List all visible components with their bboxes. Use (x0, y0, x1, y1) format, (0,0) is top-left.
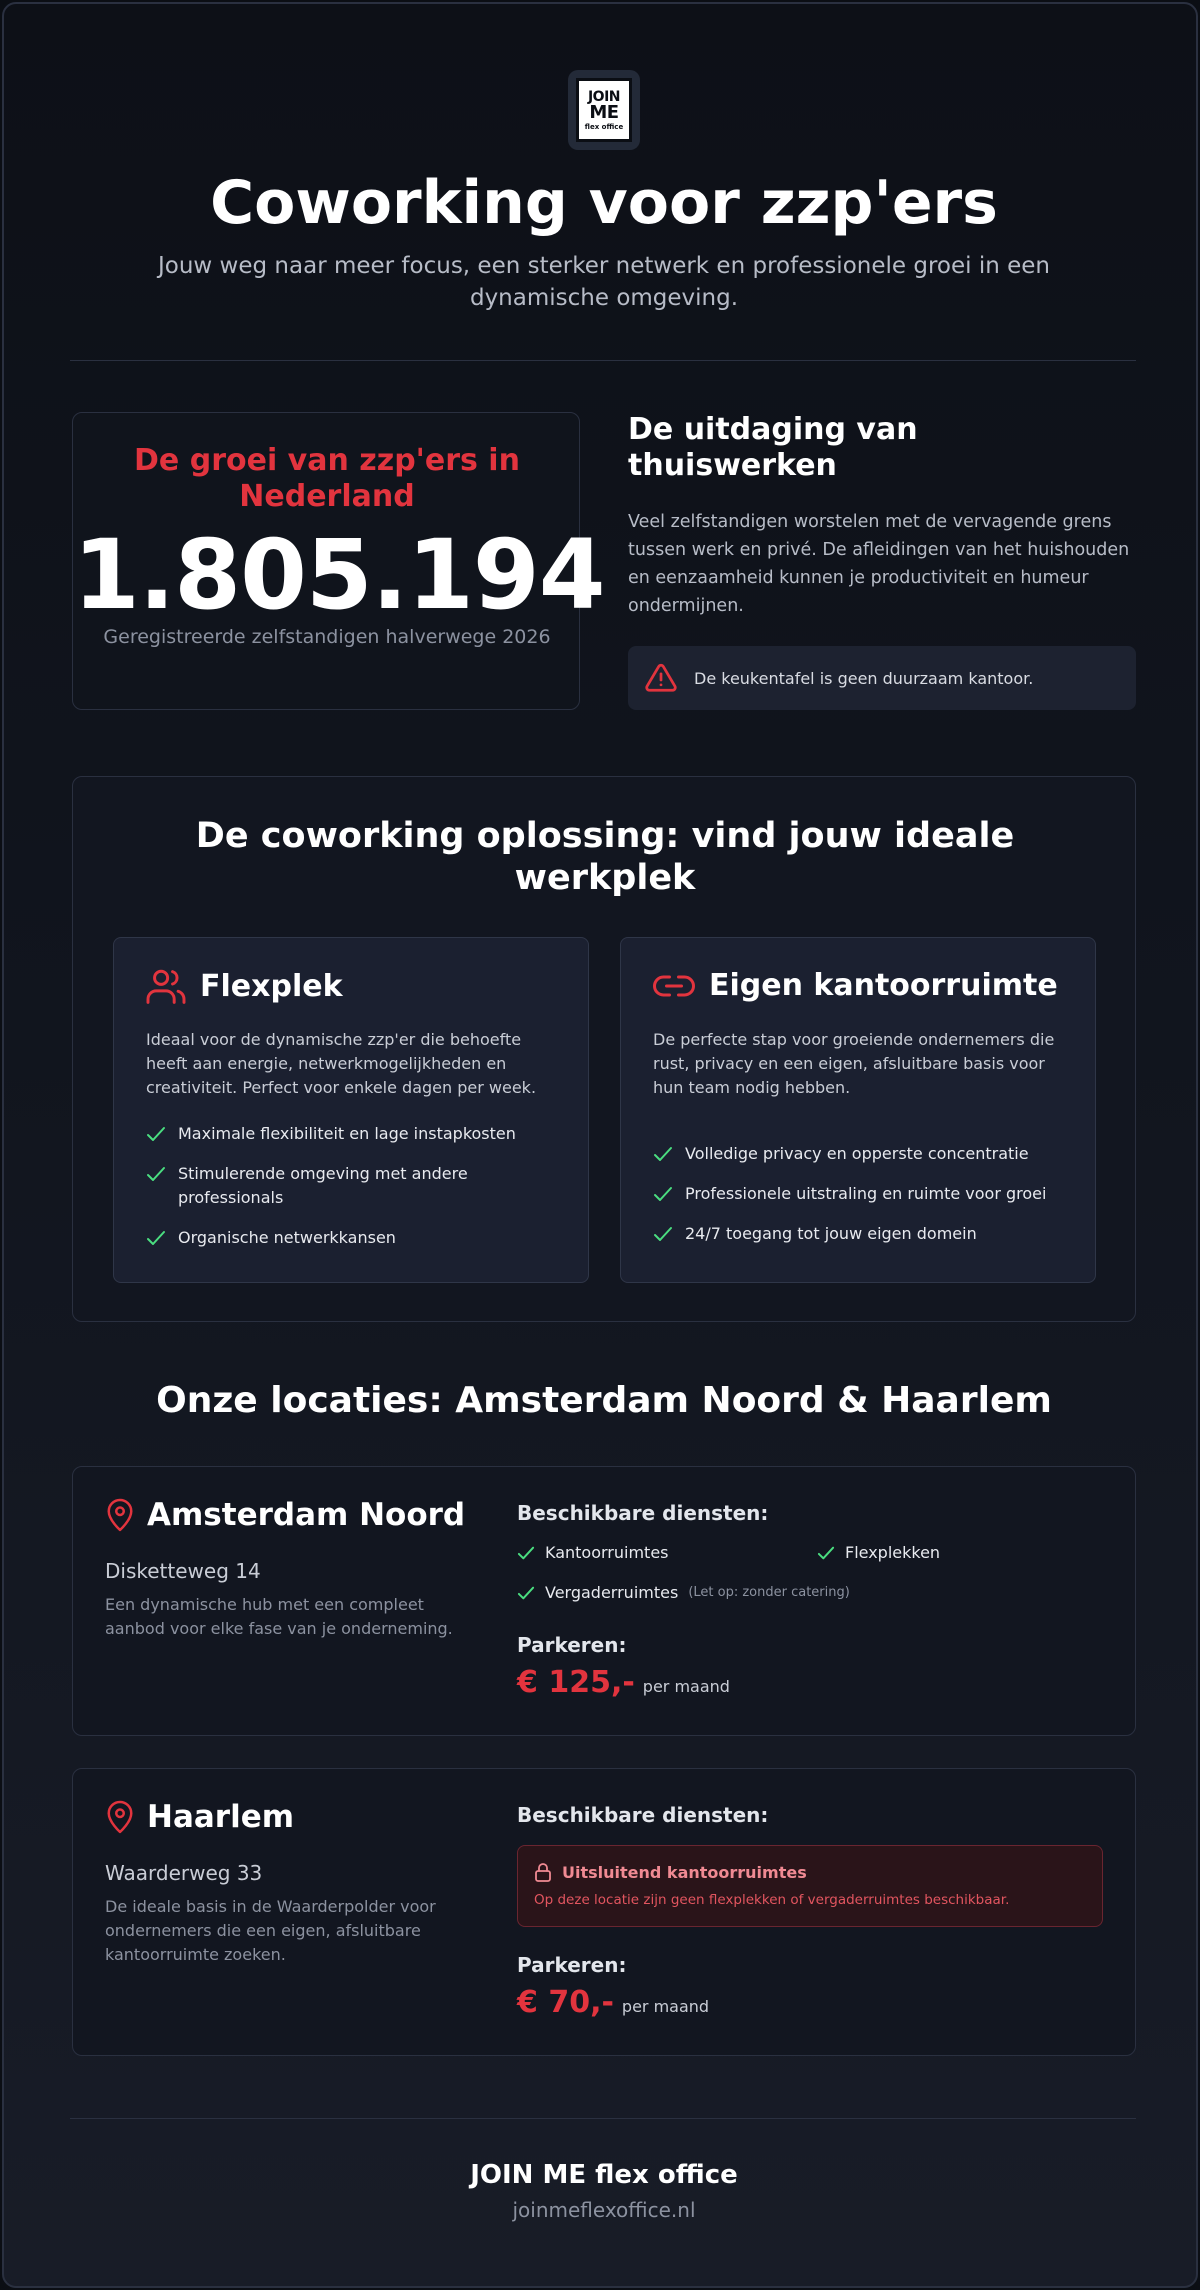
option-benefits-list (653, 1142, 1073, 1262)
list-item (653, 1182, 1073, 1206)
page-title: Coworking voor zzp'ers (210, 168, 998, 238)
solution-title: De coworking oplossing: vind jouw ideale werkplek (195, 816, 1015, 898)
list-item-text: Maximale flexibiliteit en lage instapkosten (178, 1124, 516, 1143)
location-description: Een dynamische hub met een compleet aanbod voor elke fase van je onderneming. (105, 1595, 453, 1638)
option-header (146, 968, 343, 1004)
service-name: Vergaderruimtes (545, 1583, 679, 1602)
challenge-title: De uitdaging van thuiswerken (628, 412, 918, 483)
check-icon (146, 1229, 166, 1247)
alert-header (534, 1862, 807, 1882)
list-item-text: Professionele uitstraling en ruimte voor groei (685, 1184, 1047, 1203)
logo-text-me: ME (589, 101, 619, 123)
option-card-kantoorruimte (620, 937, 1096, 1283)
warning-text: De keukentafel is geen duurzaam kantoor. (694, 668, 1034, 688)
check-icon (146, 1125, 166, 1143)
services-label: Beschikbare diensten: (517, 1501, 769, 1525)
map-pin-icon (105, 1799, 135, 1835)
check-icon (653, 1145, 673, 1163)
parking-price (517, 1985, 709, 2020)
location-card-amsterdam (72, 1466, 1136, 1736)
logo-mark (576, 78, 632, 142)
page-frame (2, 2, 1198, 2288)
service-note: (Let op: zonder catering) (688, 1585, 850, 1600)
option-benefits-list (146, 1122, 566, 1266)
list-item (146, 1162, 566, 1210)
location-header (105, 1497, 465, 1533)
services-label: Beschikbare diensten: (517, 1803, 769, 1827)
warning-callout (628, 646, 1136, 710)
lock-icon (534, 1862, 552, 1882)
stats-heading: De groei van zzp'ers in Nederland (134, 443, 520, 514)
location-address: Disketteweg 14 (105, 1559, 261, 1583)
logo-text-flex-office: flex office (584, 122, 624, 131)
alert-text: Op deze locatie zijn geen flexplekken of vergaderruimtes beschikbaar. (534, 1892, 1010, 1908)
users-icon (146, 968, 186, 1004)
list-item-text: Stimulerende omgeving met andere professionals (178, 1164, 468, 1207)
location-address: Waarderweg 33 (105, 1861, 263, 1885)
location-name: Haarlem (147, 1799, 295, 1835)
check-icon (146, 1165, 166, 1183)
challenge-text: Veel zelfstandigen worstelen met de vervagende grens tussen werk en privé. De afleidingen van het huishouden en eenzaamheid kunnen je productiviteit en humeur ondermijnen. (628, 512, 1130, 616)
stats-card (72, 412, 605, 710)
service-item (517, 1543, 669, 1562)
location-name: Amsterdam Noord (147, 1497, 466, 1533)
service-item (817, 1543, 940, 1562)
parking-price (517, 1665, 730, 1700)
price-value: € 125,- (517, 1665, 635, 1700)
list-item-text: Organische netwerkkansen (178, 1228, 396, 1247)
option-card-flexplek (113, 937, 589, 1283)
list-item-text: 24/7 toegang tot jouw eigen domein (685, 1224, 977, 1243)
parking-label: Parkeren: (517, 1633, 627, 1657)
map-pin-icon (105, 1497, 135, 1533)
check-icon (653, 1225, 673, 1243)
list-item (146, 1122, 566, 1146)
locations-title: Onze locaties: Amsterdam Noord & Haarlem (156, 1380, 1052, 1421)
option-title: Flexplek (200, 968, 343, 1004)
check-icon (817, 1545, 835, 1561)
location-description: De ideale basis in de Waarderpolder voor ondernemers die een eigen, afsluitbare kantoorruimte zoeken. (105, 1897, 436, 1964)
list-item (653, 1222, 1073, 1246)
option-header (653, 968, 1058, 1003)
footer-divider (70, 2118, 1136, 2119)
check-icon (653, 1185, 673, 1203)
stats-number: 1.805.194 (73, 519, 605, 631)
price-value: € 70,- (517, 1985, 614, 2020)
stats-caption: Geregistreerde zelfstandigen halverwege 2026 (103, 626, 551, 648)
option-title: Eigen kantoorruimte (709, 968, 1058, 1003)
price-unit: per maand (642, 1677, 730, 1696)
parking-label: Parkeren: (517, 1953, 627, 1977)
price-unit: per maand (621, 1997, 710, 2016)
restriction-alert (517, 1845, 1103, 1927)
check-icon (517, 1545, 535, 1561)
link-icon (653, 971, 695, 1001)
footer-website-link[interactable]: joinmeflexoffice.nl (512, 2198, 696, 2222)
location-header (105, 1799, 294, 1835)
service-name: Kantoorruimtes (545, 1543, 669, 1562)
list-item (653, 1142, 1073, 1166)
check-icon (517, 1585, 535, 1601)
location-card-haarlem (72, 1768, 1136, 2056)
header-divider (70, 360, 1136, 361)
solution-section (72, 776, 1136, 1322)
service-name: Flexplekken (845, 1543, 941, 1562)
list-item (146, 1226, 566, 1250)
alert-title: Uitsluitend kantoorruimtes (562, 1862, 807, 1882)
page-subtitle: Jouw weg naar meer focus, een sterker netwerk en professionele groei in een dynamische omgeving. (158, 253, 1050, 311)
service-item (517, 1583, 850, 1602)
option-description: De perfecte stap voor groeiende ondernemers die rust, privacy en een eigen, afsluitbare basis voor hun team nodig hebben. (653, 1030, 1055, 1097)
logo[interactable] (568, 70, 640, 150)
list-item-text: Volledige privacy en opperste concentratie (685, 1144, 1029, 1163)
option-description: Ideaal voor de dynamische zzp'er die behoefte heeft aan energie, netwerkmogelijkheden en creativiteit. Perfect voor enkele dagen per week. (146, 1030, 537, 1097)
logo-text-join: JOIN (587, 88, 621, 105)
warning-triangle-icon (644, 663, 678, 693)
footer-brand: JOIN ME flex office (470, 2160, 738, 2190)
